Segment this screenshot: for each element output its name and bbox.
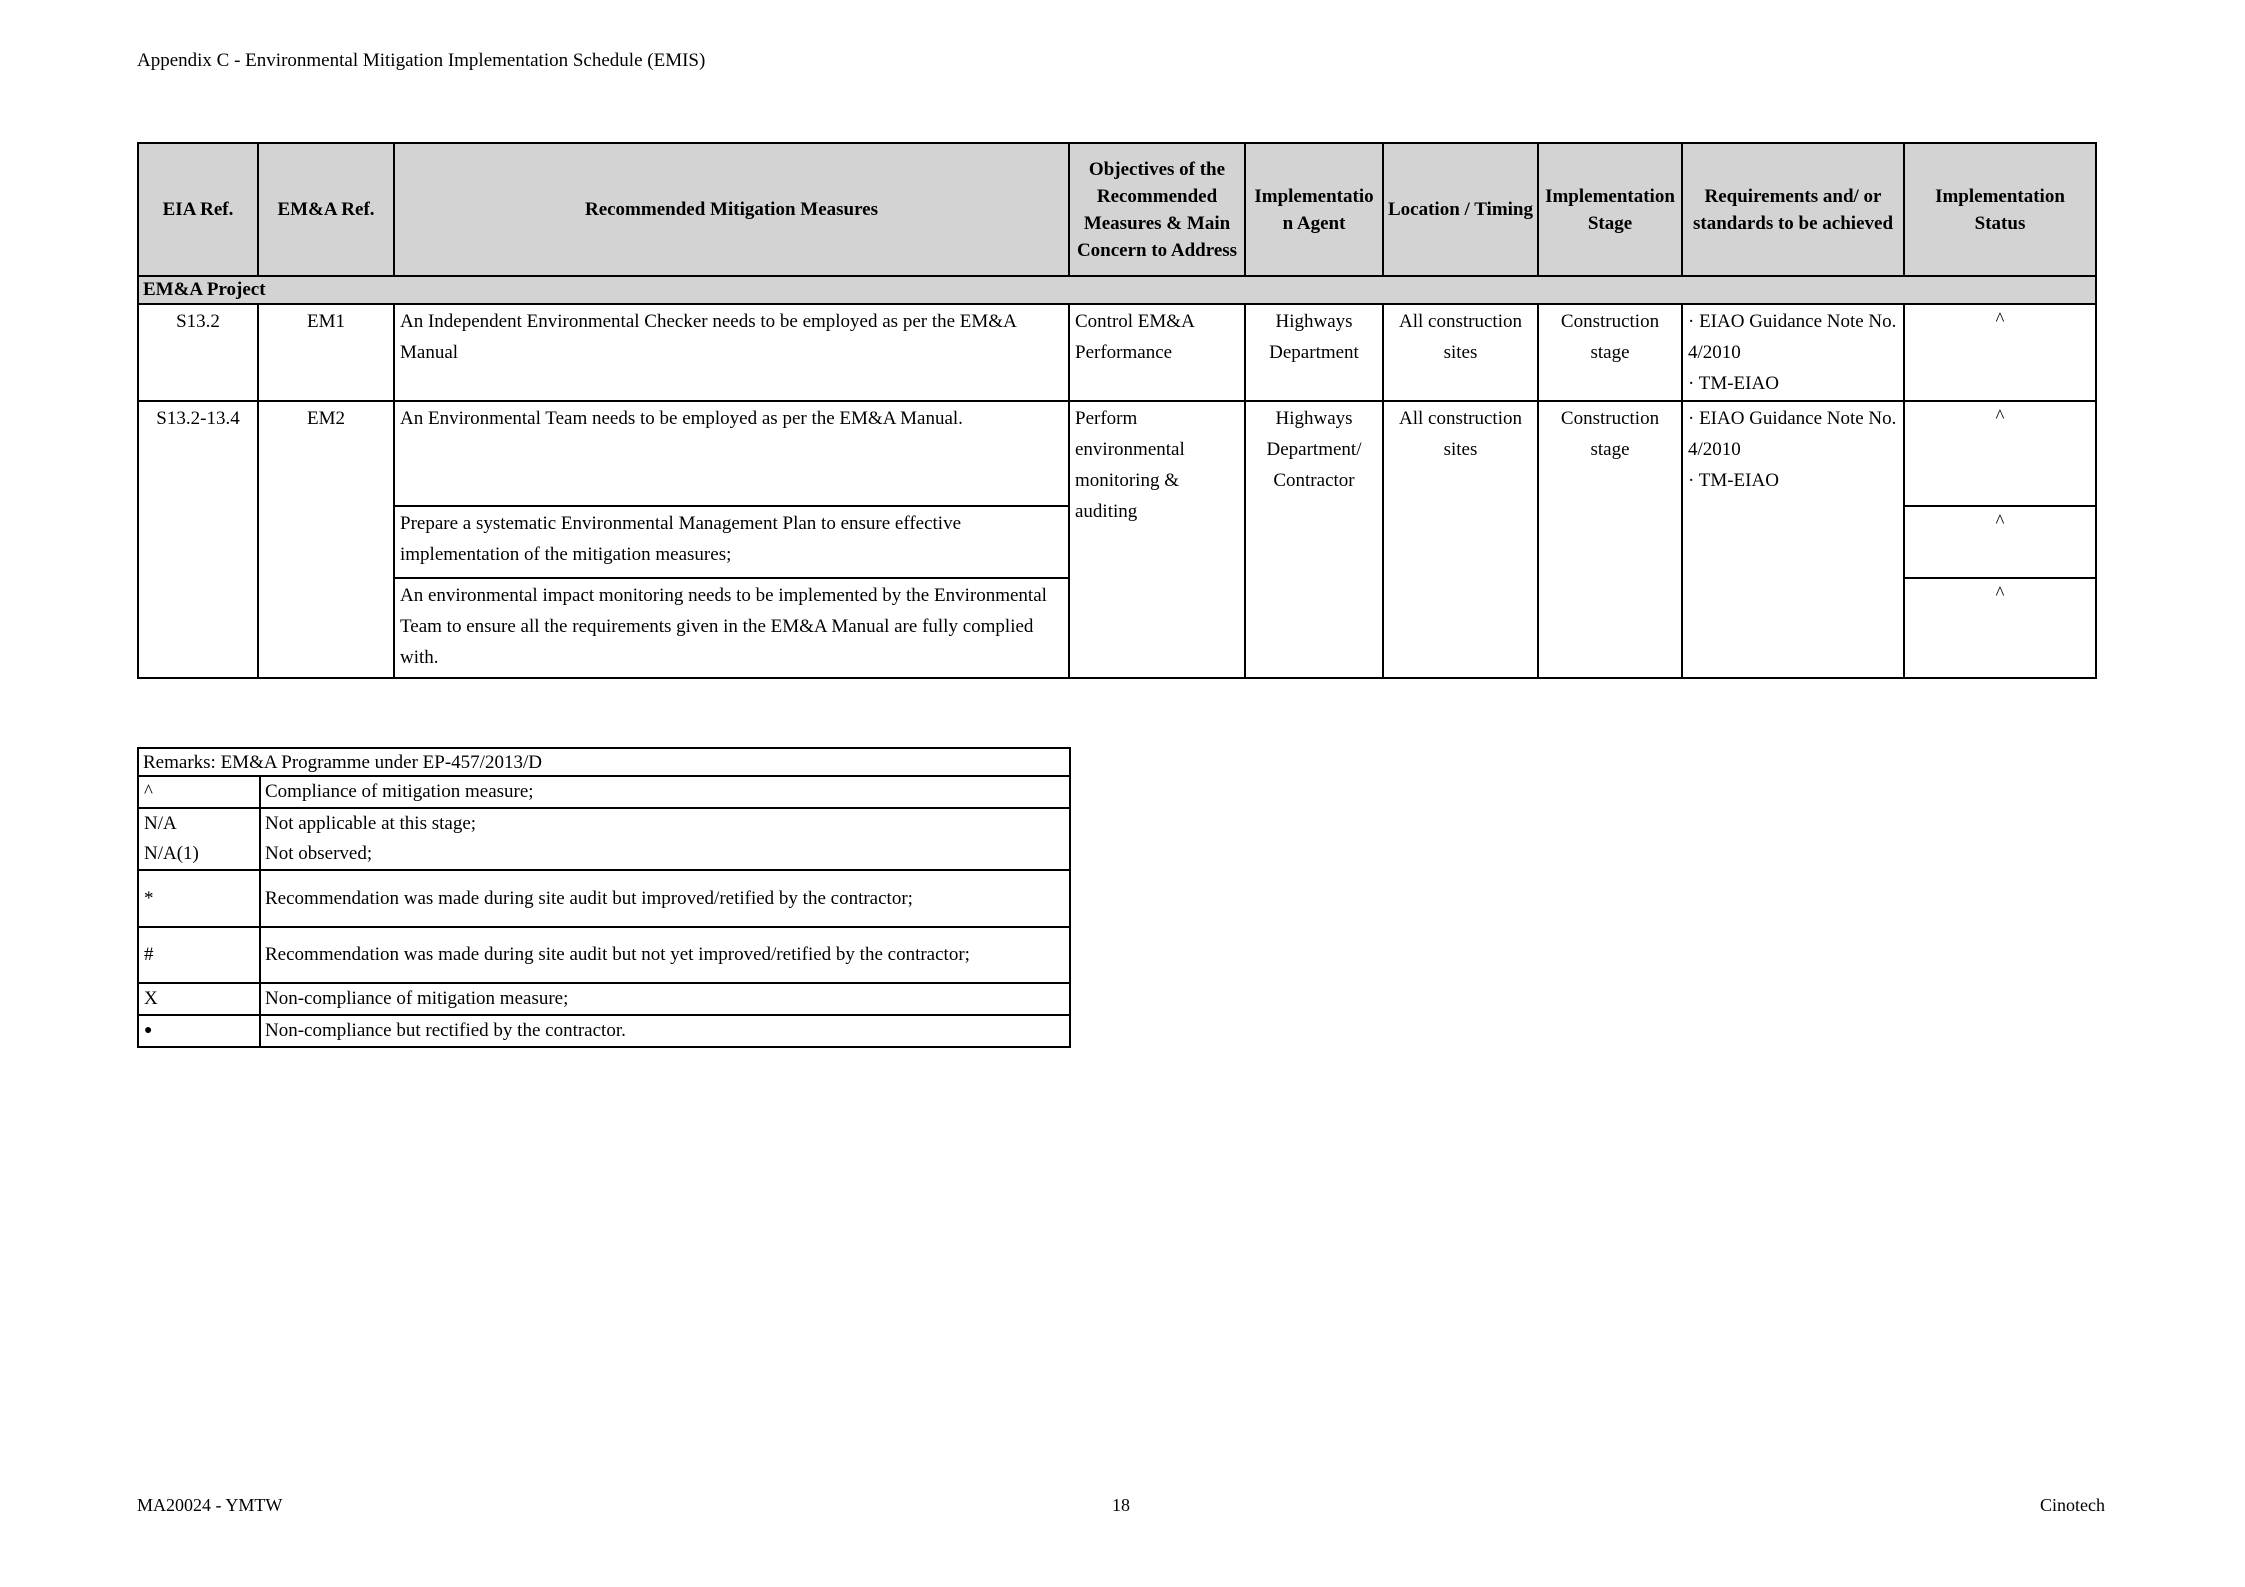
- header-row: [138, 143, 2096, 276]
- objectives-cell: Perform environmental monitoring & auditing: [1069, 401, 1245, 678]
- status-cell: ^: [1904, 506, 2096, 578]
- remark-row: [138, 1015, 1070, 1047]
- ema-ref-cell: EM1: [258, 304, 394, 401]
- measure-cell: An Independent Environmental Checker needs to be employed as per the EM&A Manual: [394, 304, 1069, 401]
- remark-description-line: Not applicable at this stage;: [265, 813, 477, 834]
- remark-symbol: [138, 808, 260, 870]
- col-header-requirements: Requirements and/ or standards to be achieved: [1682, 143, 1904, 276]
- remark-row: [138, 983, 1070, 1015]
- remark-description: Recommendation was made during site audit but not yet improved/retified by the contractor;: [260, 927, 1070, 983]
- eia-ref-cell: S13.2: [138, 304, 258, 401]
- col-header-stage: Implementation Stage: [1538, 143, 1682, 276]
- section-row: [138, 276, 2096, 304]
- remark-description: [260, 808, 1070, 870]
- stage-cell: Construction stage: [1538, 304, 1682, 401]
- requirement-item: · TM-EIAO: [1688, 373, 1779, 394]
- eia-ref-cell: S13.2-13.4: [138, 401, 258, 678]
- remark-row: [138, 870, 1070, 927]
- remark-symbol: ●: [138, 1015, 260, 1047]
- agent-cell: Highways Department/ Contractor: [1245, 401, 1383, 678]
- remark-symbol-line: N/A(1): [144, 843, 199, 864]
- status-cell: ^: [1904, 578, 2096, 678]
- location-cell: All construction sites: [1383, 304, 1538, 401]
- col-header-objectives: Objectives of the Recommended Measures & Main Concern to Address: [1069, 143, 1245, 276]
- remark-row: [138, 927, 1070, 983]
- remark-description: Non-compliance but rectified by the contractor.: [260, 1015, 1070, 1047]
- remarks-title-row: [138, 748, 1070, 776]
- page-title: Appendix C - Environmental Mitigation Implementation Schedule (EMIS): [137, 50, 706, 71]
- remark-description: Non-compliance of mitigation measure;: [260, 983, 1070, 1015]
- ema-ref-cell: EM2: [258, 401, 394, 678]
- col-header-ema-ref: EM&A Ref.: [258, 143, 394, 276]
- footer-page-number: 18: [1112, 1495, 1130, 1515]
- remark-description: Compliance of mitigation measure;: [260, 776, 1070, 808]
- status-cell: ^: [1904, 304, 2096, 401]
- agent-cell: Highways Department: [1245, 304, 1383, 401]
- requirement-item: · EIAO Guidance Note No. 4/2010: [1688, 311, 1897, 363]
- remarks-table: [137, 747, 1071, 1048]
- footer-project-code: MA20024 - YMTW: [137, 1495, 283, 1515]
- remark-description: Recommendation was made during site audit but improved/retified by the contractor;: [260, 870, 1070, 927]
- col-header-measures: Recommended Mitigation Measures: [394, 143, 1069, 276]
- emis-table: [137, 142, 2097, 679]
- stage-cell: Construction stage: [1538, 401, 1682, 678]
- remark-symbol: X: [138, 983, 260, 1015]
- objectives-cell: Control EM&A Performance: [1069, 304, 1245, 401]
- remark-symbol: *: [138, 870, 260, 927]
- requirements-cell: [1682, 401, 1904, 678]
- requirements-cell: [1682, 304, 1904, 401]
- table-row-em2-sub1: [138, 401, 2096, 506]
- location-cell: All construction sites: [1383, 401, 1538, 678]
- remark-row: [138, 776, 1070, 808]
- remark-description-line: Not observed;: [265, 843, 373, 864]
- remark-symbol: ^: [138, 776, 260, 808]
- requirement-item: · EIAO Guidance Note No. 4/2010: [1688, 408, 1897, 460]
- section-label: EM&A Project: [138, 276, 2096, 304]
- status-cell: ^: [1904, 401, 2096, 506]
- remark-symbol-line: N/A: [144, 813, 177, 834]
- table-row-em1: [138, 304, 2096, 401]
- col-header-eia-ref: EIA Ref.: [138, 143, 258, 276]
- measure-cell: An environmental impact monitoring needs to be implemented by the Environmental Team to ensure all the requirements given in the EM&A Manual are fully complied with.: [394, 578, 1069, 678]
- measure-cell: Prepare a systematic Environmental Management Plan to ensure effective implementation of the mitigation measures;: [394, 506, 1069, 578]
- col-header-location: Location / Timing: [1383, 143, 1538, 276]
- remarks-title: Remarks: EM&A Programme under EP-457/2013/D: [138, 748, 1070, 776]
- requirement-item: · TM-EIAO: [1688, 470, 1779, 491]
- footer-company: Cinotech: [2040, 1495, 2105, 1515]
- remark-symbol: #: [138, 927, 260, 983]
- remark-row: [138, 808, 1070, 870]
- measure-cell: An Environmental Team needs to be employed as per the EM&A Manual.: [394, 401, 1069, 506]
- page-footer: [137, 1495, 2105, 1519]
- col-header-status: Implementation Status: [1904, 143, 2096, 276]
- col-header-agent: Implementation Agent: [1245, 143, 1383, 276]
